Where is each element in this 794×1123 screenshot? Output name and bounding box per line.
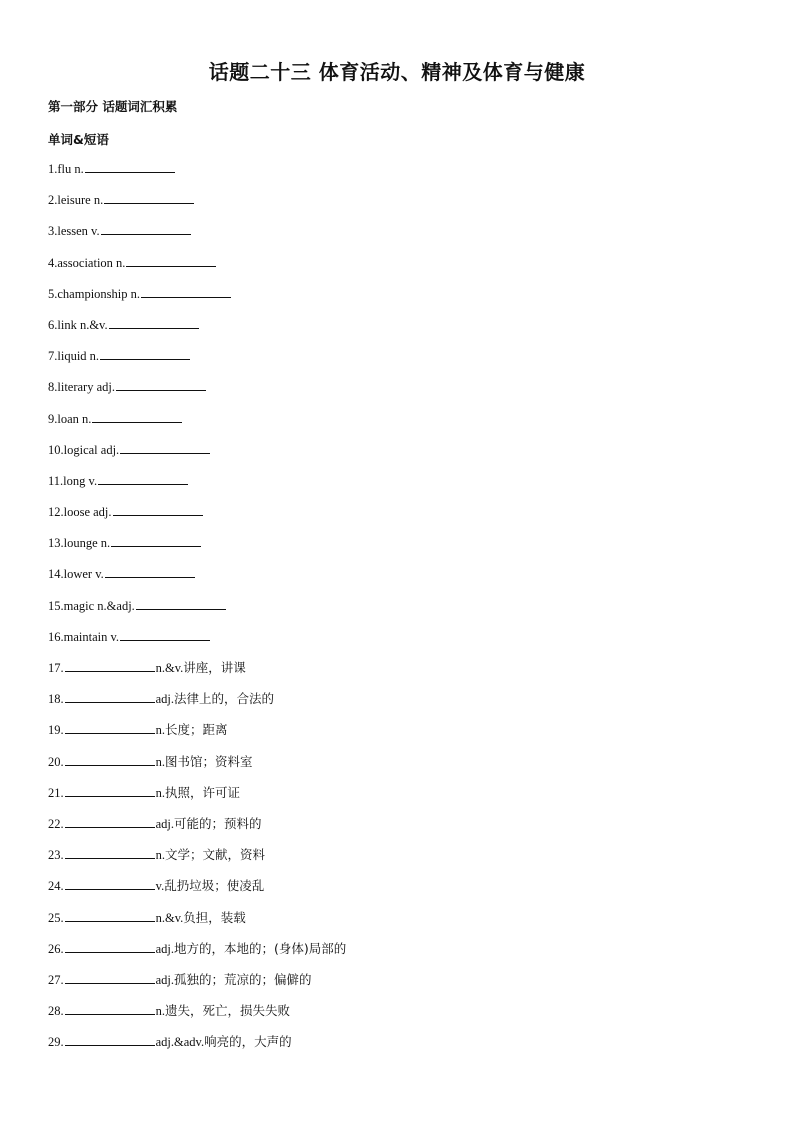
item-word: championship n.	[57, 286, 141, 301]
answer-blank[interactable]	[65, 815, 155, 828]
vocabulary-list	[48, 160, 346, 1064]
vocab-item	[48, 877, 346, 908]
answer-blank[interactable]	[120, 441, 210, 454]
answer-blank[interactable]	[141, 285, 231, 298]
item-number: 9.	[48, 411, 58, 426]
answer-blank[interactable]	[65, 721, 155, 734]
answer-blank[interactable]	[120, 628, 210, 641]
item-number: 10.	[48, 442, 64, 457]
answer-blank[interactable]	[136, 597, 226, 610]
item-pos: adj.	[155, 972, 175, 987]
item-word: association n.	[57, 255, 126, 270]
item-pos: adj.	[155, 941, 175, 956]
answer-blank[interactable]	[65, 971, 155, 984]
answer-blank[interactable]	[126, 254, 216, 267]
vocab-item	[48, 940, 346, 971]
answer-blank[interactable]	[65, 1002, 155, 1015]
vocab-item	[48, 721, 346, 752]
vocab-item	[48, 441, 346, 472]
item-number: 27.	[48, 972, 64, 987]
item-meaning: 遗失，死亡，损失失败	[165, 1003, 291, 1019]
item-number: 1.	[48, 162, 58, 176]
vocab-item	[48, 1033, 346, 1064]
item-meaning: 长度；距离	[165, 722, 228, 738]
answer-blank[interactable]	[113, 503, 203, 516]
item-meaning: 响亮的，大声的	[204, 1034, 292, 1050]
item-word: loose adj.	[63, 505, 112, 520]
item-number: 23.	[48, 848, 64, 863]
item-pos: n.&v.	[155, 661, 184, 675]
item-number: 11.	[48, 473, 64, 488]
item-word: logical adj.	[63, 442, 120, 457]
item-word: link n.&v.	[57, 317, 108, 332]
item-number: 28.	[48, 1004, 64, 1019]
item-number: 14.	[48, 567, 64, 582]
vocab-item	[48, 753, 346, 784]
vocab-item	[48, 1002, 346, 1033]
item-meaning: 负担，装载	[183, 909, 246, 925]
item-number: 19.	[48, 723, 64, 738]
item-pos: n.&v.	[155, 910, 184, 925]
item-number: 15.	[48, 598, 64, 613]
vocab-item	[48, 160, 346, 191]
vocab-item	[48, 378, 346, 409]
answer-blank[interactable]	[65, 877, 155, 890]
item-meaning: 图书馆；资料室	[165, 753, 253, 769]
vocab-item	[48, 410, 346, 441]
answer-blank[interactable]	[116, 378, 206, 391]
vocab-item	[48, 784, 346, 815]
vocab-item	[48, 503, 346, 534]
vocab-item	[48, 971, 346, 1002]
item-number: 6.	[48, 317, 58, 332]
answer-blank[interactable]	[98, 472, 188, 485]
vocab-item	[48, 846, 346, 877]
vocab-item	[48, 347, 346, 378]
item-pos: adj.	[155, 816, 175, 831]
item-number: 24.	[48, 879, 64, 894]
item-word: liquid n.	[57, 349, 100, 364]
item-number: 18.	[48, 692, 64, 707]
item-number: 26.	[48, 941, 64, 956]
item-word: literary adj.	[57, 380, 115, 395]
item-word: leisure n.	[57, 193, 104, 208]
answer-blank[interactable]	[65, 659, 155, 672]
item-word: magic n.&adj.	[63, 598, 135, 613]
item-number: 4.	[48, 255, 58, 270]
page-title: 话题二十三 体育活动、精神及体育与健康	[208, 60, 586, 84]
answer-blank[interactable]	[65, 784, 155, 797]
section-heading: 第一部分 话题词汇积累	[48, 99, 178, 114]
item-number: 21.	[48, 785, 64, 800]
item-meaning: 可能的；预料的	[174, 815, 262, 831]
item-number: 17.	[48, 661, 64, 675]
item-number: 2.	[48, 193, 58, 208]
answer-blank[interactable]	[104, 191, 194, 204]
vocab-item	[48, 815, 346, 846]
subsection-heading: 单词&短语	[48, 132, 109, 147]
item-meaning: 地方的，本地的；(身体)局部的	[174, 940, 347, 956]
item-word: loan n.	[57, 411, 92, 426]
answer-blank[interactable]	[111, 534, 201, 547]
vocab-item	[48, 534, 346, 565]
item-number: 25.	[48, 910, 64, 925]
item-pos: adj.&adv.	[155, 1035, 205, 1050]
item-number: 13.	[48, 536, 64, 551]
answer-blank[interactable]	[105, 565, 195, 578]
vocab-item	[48, 659, 346, 690]
answer-blank[interactable]	[100, 347, 190, 360]
answer-blank[interactable]	[65, 940, 155, 953]
answer-blank[interactable]	[85, 160, 175, 173]
item-pos: n.	[155, 848, 165, 863]
answer-blank[interactable]	[65, 753, 155, 766]
answer-blank[interactable]	[92, 410, 182, 423]
answer-blank[interactable]	[65, 846, 155, 859]
item-number: 8.	[48, 380, 58, 395]
item-word: flu n.	[57, 162, 84, 176]
item-meaning: 文学；文献，资料	[165, 847, 266, 863]
vocab-item	[48, 597, 346, 628]
item-number: 12.	[48, 505, 64, 520]
vocab-item	[48, 316, 346, 347]
vocab-item	[48, 565, 346, 596]
item-word: long v.	[63, 473, 98, 488]
vocab-item	[48, 909, 346, 940]
vocab-item	[48, 285, 346, 316]
item-meaning: 法律上的，合法的	[174, 691, 275, 707]
item-word: lower v.	[63, 567, 104, 582]
item-number: 7.	[48, 349, 58, 364]
vocab-item	[48, 222, 346, 253]
item-number: 3.	[48, 224, 58, 239]
item-pos: adj.	[155, 692, 175, 707]
answer-blank[interactable]	[65, 1033, 155, 1046]
item-number: 20.	[48, 754, 64, 769]
vocab-item	[48, 472, 346, 503]
item-pos: v.	[155, 879, 165, 894]
item-meaning: 执照，许可证	[165, 784, 241, 800]
item-pos: n.	[155, 754, 165, 769]
item-pos: n.	[155, 1004, 165, 1019]
vocab-item	[48, 254, 346, 285]
vocab-item	[48, 191, 346, 222]
item-number: 22.	[48, 816, 64, 831]
answer-blank[interactable]	[65, 909, 155, 922]
vocab-item	[48, 690, 346, 721]
item-meaning: 讲座，讲课	[183, 660, 246, 675]
item-number: 16.	[48, 629, 64, 644]
item-word: maintain v.	[63, 629, 120, 644]
item-number: 5.	[48, 286, 58, 301]
answer-blank[interactable]	[65, 690, 155, 703]
item-meaning: 孤独的；荒凉的；偏僻的	[174, 971, 312, 987]
item-meaning: 乱扔垃圾；使凌乱	[164, 878, 265, 894]
answer-blank[interactable]	[101, 222, 191, 235]
answer-blank[interactable]	[109, 316, 199, 329]
item-pos: n.	[155, 723, 165, 738]
item-pos: n.	[155, 785, 165, 800]
item-number: 29.	[48, 1035, 64, 1050]
item-word: lessen v.	[57, 224, 100, 239]
item-word: lounge n.	[63, 536, 111, 551]
vocab-item	[48, 628, 346, 659]
